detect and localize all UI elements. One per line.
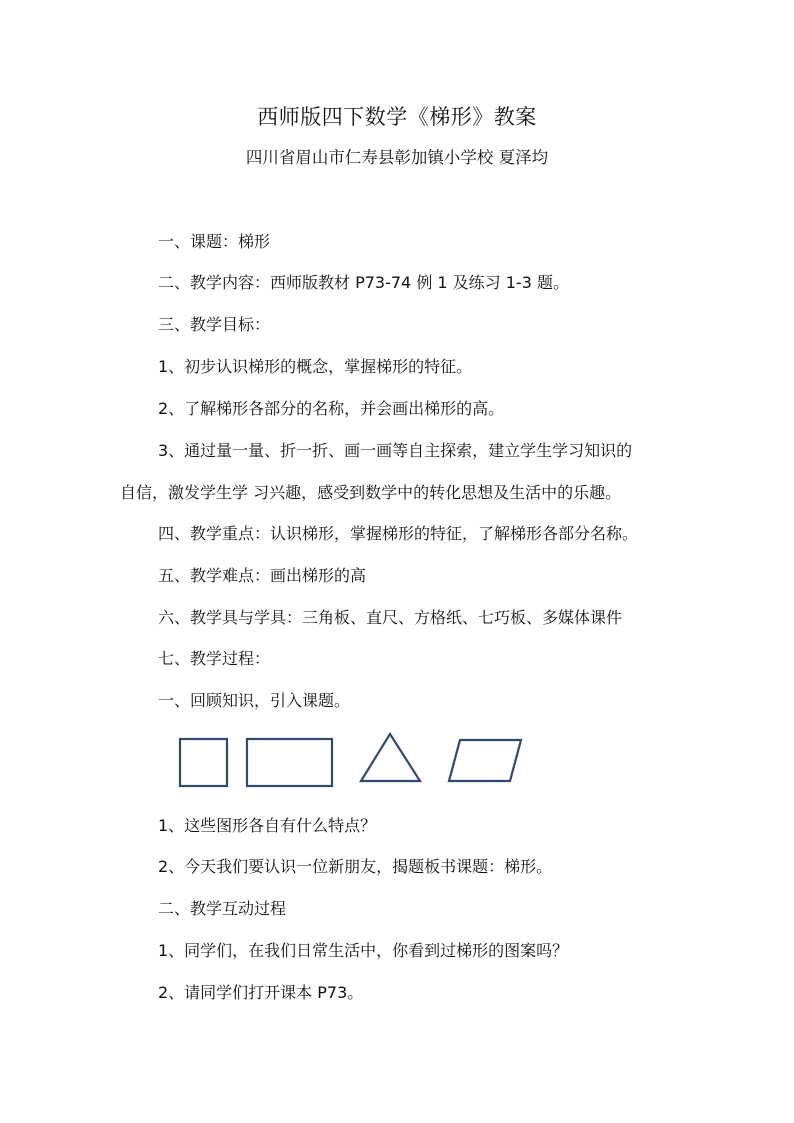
paragraph-open-textbook: 2、请同学们打开课本 P73。 (158, 983, 364, 1002)
paragraph-question-features: 1、这些图形各自有什么特点？ (158, 816, 377, 835)
paragraph-topic: 一、课题：梯形 (158, 232, 271, 251)
paragraph-goal-3: 3、通过量一量、折一折、画一画等自主探索，建立学生学习知识的 (158, 441, 633, 460)
paragraph-goal-1: 1、初步认识梯形的概念，掌握梯形的特征。 (158, 357, 473, 376)
square-shape (180, 739, 227, 786)
parallelogram-shape (449, 740, 521, 781)
shapes-svg (0, 726, 794, 790)
rectangle-shape (247, 739, 332, 786)
paragraph-goals-heading: 三、教学目标： (158, 315, 271, 334)
paragraph-key-points: 四、教学重点：认识梯形，掌握梯形的特征，了解梯形各部分名称。 (158, 524, 639, 543)
author-line: 四川省眉山市仁寿县彰加镇小学校 夏泽均 (245, 148, 549, 167)
paragraph-tools: 六、教学具与学具：三角板、直尺、方格纸、七巧板、多媒体课件 (158, 608, 623, 627)
paragraph-introduce-topic: 2、今天我们要认识一位新朋友，揭题板书课题：梯形。 (158, 857, 553, 876)
paragraph-interaction-heading: 二、教学互动过程 (158, 899, 287, 918)
paragraph-goal-3-continued: 自信，激发学生学 习兴趣，感受到数学中的转化思想及生活中的乐趣。 (120, 483, 622, 502)
paragraph-content: 二、教学内容：西师版教材 P73-74 例 1 及练习 1-3 题。 (158, 273, 569, 292)
review-shapes-figure (0, 726, 794, 790)
triangle-shape (361, 734, 420, 781)
paragraph-daily-life: 1、同学们，在我们日常生活中，你看到过梯形的图案吗？ (158, 941, 569, 960)
paragraph-difficulty: 五、教学难点：画出梯形的高 (158, 566, 367, 585)
paragraph-process-heading: 七、教学过程： (158, 649, 271, 668)
paragraph-review: 一、回顾知识，引入课题。 (158, 691, 351, 710)
paragraph-goal-2: 2、了解梯形各部分的名称，并会画出梯形的高。 (158, 399, 505, 418)
document-title: 西师版四下数学《梯形》教案 (257, 105, 537, 129)
